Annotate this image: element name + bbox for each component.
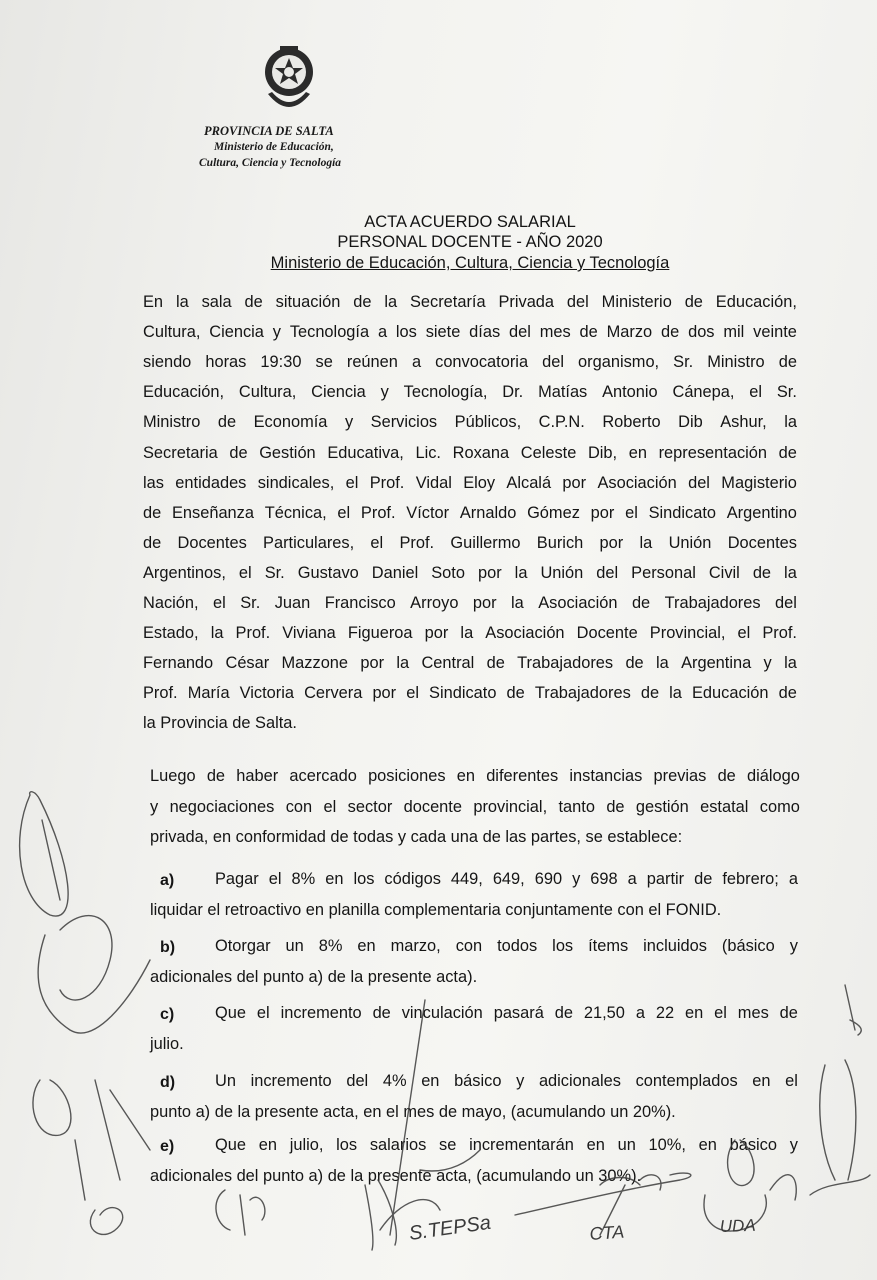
province-name: PROVINCIA DE SALTA	[204, 124, 334, 138]
item-text-line-2: punto a) de la presente acta, en el mes de mayo, (acumulando un 20%).	[150, 1103, 676, 1121]
paragraph1-line: Prof. María Victoria Cervera por el Sindicato de Trabajadores de la Educación de	[143, 684, 797, 703]
paragraph1-line: Argentinos, el Sr. Gustavo Daniel Soto por la Unión del Personal Civil de la	[143, 563, 797, 582]
paragraph1-line: En la sala de situación de la Secretaría Privada del Ministerio de Educación,	[143, 293, 797, 311]
paragraph2-line: privada, en conformidad de todas y cada una de las partes, se establece:	[150, 828, 683, 846]
paragraph1-line: Ministro de Economía y Servicios Públicos, C.P.N. Roberto Dib Ashur, la	[143, 413, 797, 432]
paragraph2-line: Luego de haber acercado posiciones en diferentes instancias previas de diálogo	[150, 767, 800, 785]
item-text-line-2: julio.	[150, 1035, 184, 1053]
item-label: c)	[160, 1006, 175, 1023]
item-text-line-1: Un incremento del 4% en básico y adicionales contemplados en el	[215, 1072, 798, 1090]
item-text-line-1: Que en julio, los salarios se incrementarán en un 10%, en básico y	[215, 1136, 798, 1154]
item-text-line-2: adicionales del punto a) de la presente acta).	[150, 968, 478, 986]
item-text-line-1: Pagar el 8% en los códigos 449, 649, 690 y 698 a partir de febrero; a	[215, 870, 798, 888]
document-subtitle: PERSONAL DOCENTE - AÑO 2020	[337, 233, 603, 251]
provincial-coat-of-arms-icon	[262, 44, 316, 118]
document-ministry-heading: Ministerio de Educación, Cultura, Ciencia y Tecnología	[270, 254, 670, 272]
item-text-line-2: adicionales del punto a) de la presente acta, (acumulando un 30%).	[150, 1167, 642, 1185]
paragraph2-line: y negociaciones con el sector docente provincial, tanto de gestión estatal como	[150, 797, 800, 816]
paragraph1-line: Fernando César Mazzone por la Central de Trabajadores de la Argentina y la	[143, 654, 797, 673]
paragraph1-line: de Docentes Particulares, el Prof. Guillermo Burich por la Unión Docentes	[143, 533, 797, 552]
item-label: a)	[160, 872, 175, 889]
signature-label-steps: S.TEPSa	[407, 1211, 493, 1245]
paragraph1-line: Secretaria de Gestión Educativa, Lic. Roxana Celeste Dib, en representación de	[143, 443, 797, 462]
paragraph1-line: siendo horas 19:30 se reúnen a convocatoria del organismo, Sr. Ministro de	[143, 353, 797, 372]
paragraph1-line: la Provincia de Salta.	[143, 714, 297, 733]
paragraph1-line: las entidades sindicales, el Prof. Vidal Eloy Alcalá por Asociación del Magisterio	[143, 473, 797, 492]
signature-label-uda: UDA	[719, 1215, 757, 1236]
paragraph1-line: Nación, el Sr. Juan Francisco Arroyo por la Asociación de Trabajadores del	[143, 594, 797, 612]
ministry-line-1: Ministerio de Educación,	[214, 141, 334, 153]
paragraph1-line: Educación, Cultura, Ciencia y Tecnología, Dr. Matías Antonio Cánepa, el Sr.	[143, 383, 797, 402]
document-title: ACTA ACUERDO SALARIAL	[364, 213, 576, 231]
item-label: d)	[160, 1074, 176, 1091]
item-label: b)	[160, 939, 176, 956]
paragraph1-line: Estado, la Prof. Viviana Figueroa por la Asociación Docente Provincial, el Prof.	[143, 624, 797, 643]
paragraph1-line: Cultura, Ciencia y Tecnología a los siete días del mes de Marzo de dos mil veinte	[143, 323, 797, 342]
signature-label-cta: CTA	[588, 1221, 625, 1244]
item-text-line-1: Que el incremento de vinculación pasará de 21,50 a 22 en el mes de	[215, 1004, 798, 1022]
ministry-line-2: Cultura, Ciencia y Tecnología	[199, 157, 342, 169]
item-text-line-2: liquidar el retroactivo en planilla complementaria conjuntamente con el FONID.	[150, 901, 722, 919]
item-label: e)	[160, 1138, 175, 1155]
item-text-line-1: Otorgar un 8% en marzo, con todos los ítems incluidos (básico y	[215, 937, 798, 955]
paragraph1-line: de Enseñanza Técnica, el Prof. Víctor Arnaldo Gómez por el Sindicato Argentino	[143, 503, 797, 522]
